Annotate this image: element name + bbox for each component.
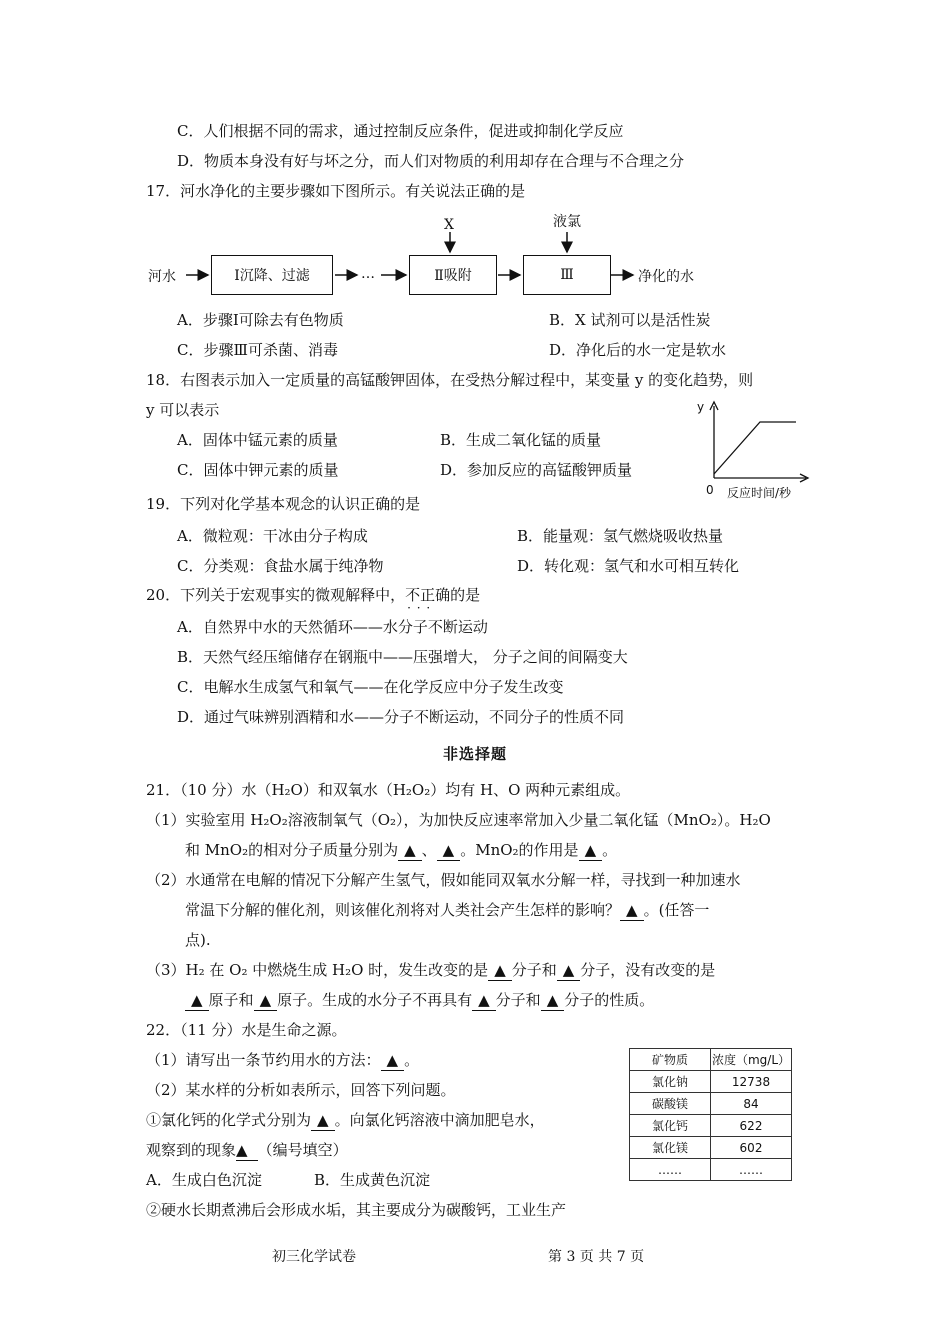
- q21-part2-line3: 点).: [185, 931, 211, 949]
- flow-ellipsis: …: [361, 266, 375, 282]
- q17-option-b: B．X 试剂可以是活性炭: [549, 311, 711, 329]
- q20-option-d: D．通过气味辨别酒精和水——分子不断运动，不同分子的性质不同: [177, 708, 625, 726]
- q22-sub2-line1: ②硬水长期煮沸后会形成水垢，其主要成分为碳酸钙，工业生产: [146, 1201, 567, 1219]
- q18-stem-line1: 18．右图表示加入一定质量的高锰酸钾固体，在受热分解过程中，某变量 y 的变化趋势，则: [146, 371, 754, 389]
- flow-step1-label: Ⅰ沉降、过滤: [234, 268, 310, 284]
- text: （编号填空）: [257, 1141, 348, 1159]
- q20-stem: [146, 585, 480, 605]
- flow-reagent-x: X: [444, 217, 454, 233]
- footer-title: 初三化学试卷: [272, 1249, 356, 1265]
- table-cell: 622: [711, 1115, 792, 1137]
- table-row: [630, 1115, 792, 1137]
- table-header-cell: 矿物质: [630, 1049, 711, 1071]
- q17-option-a: A．步骤Ⅰ可除去有色物质: [177, 311, 344, 329]
- q20-option-c: C．电解水生成氢气和氧气——在化学反应中分子发生改变: [177, 678, 564, 696]
- text: 。: [602, 841, 618, 859]
- flow-step3-label: Ⅲ: [560, 267, 574, 283]
- table-cell: 602: [711, 1137, 792, 1159]
- table-cell: 12738: [711, 1071, 792, 1093]
- table-cell: 氯化钠: [630, 1071, 711, 1093]
- text: 分子和: [495, 991, 541, 1009]
- q18-option-a: A．固体中锰元素的质量: [177, 431, 338, 449]
- q16-option-d: D．物质本身没有好与坏之分，而人们对物质的利用却存在合理与不合理之分: [177, 152, 685, 170]
- q21-part1-line2: [185, 840, 617, 861]
- table-cell: 碳酸镁: [630, 1093, 711, 1115]
- table-row: [630, 1137, 792, 1159]
- answer-blank[interactable]: ▲: [472, 990, 496, 1011]
- answer-blank[interactable]: ▲: [541, 990, 565, 1011]
- text: （3）H₂ 在 O₂ 中燃烧生成 H₂O 时，发生改变的是: [146, 961, 489, 979]
- q18-option-c: C．固体中钾元素的质量: [177, 461, 339, 479]
- text: 分子的性质。: [564, 991, 655, 1009]
- text: 原子和: [208, 991, 254, 1009]
- q19-option-a: A．微粒观：干冰由分子构成: [177, 527, 368, 545]
- q19-option-d: D．转化观：氢气和水可相互转化: [517, 557, 740, 575]
- q21-stem: 21．（10 分）水（H₂O）和双氧水（H₂O₂）均有 H、O 两种元素组成。: [146, 781, 631, 799]
- text: 。MnO₂的作用是: [460, 841, 579, 859]
- answer-blank[interactable]: ▲: [236, 1140, 258, 1161]
- table-cell: 84: [711, 1093, 792, 1115]
- q17-stem: 17．河水净化的主要步骤如下图所示。有关说法正确的是: [146, 182, 526, 200]
- q22-option-b: B．生成黄色沉淀: [314, 1171, 431, 1189]
- answer-blank[interactable]: ▲: [254, 990, 278, 1011]
- mineral-table: [629, 1048, 792, 1181]
- q22-sub1-line2: [146, 1140, 348, 1161]
- text: 。向氯化钙溶液中滴加肥皂水，: [334, 1111, 545, 1129]
- answer-blank[interactable]: ▲: [557, 960, 581, 981]
- q19-stem: 19．下列对化学基本观念的认识正确的是: [146, 495, 421, 513]
- flow-step3-box: [523, 255, 611, 295]
- table-cell: ……: [630, 1159, 711, 1181]
- q19-option-c: C．分类观：食盐水属于纯净物: [177, 557, 384, 575]
- table-header-row: [630, 1049, 792, 1071]
- text: （1）请写出一条节约用水的方法：: [146, 1051, 381, 1069]
- answer-blank[interactable]: ▲: [620, 900, 644, 921]
- text: 分子，没有改变的是: [580, 961, 716, 979]
- q22-sub1-line1: [146, 1110, 545, 1131]
- answer-blank[interactable]: ▲: [579, 840, 603, 861]
- q20-option-b: B．天然气经压缩储存在钢瓶中——压强增大， 分子之间的间隔变大: [177, 648, 628, 666]
- footer-page-number: 第 3 页 共 7 页: [548, 1249, 645, 1265]
- graph-x-label: 反应时间/秒: [727, 486, 792, 500]
- text: 。(任答一: [643, 901, 710, 919]
- q22-part2: （2）某水样的分析如表所示，回答下列问题。: [146, 1081, 456, 1099]
- q21-part3-line1: [146, 960, 715, 981]
- q18-graph-plot: [700, 398, 810, 488]
- q20-stem-emphasis: 不正确 · · ·: [405, 586, 450, 604]
- graph-y-label: y: [697, 400, 705, 414]
- flow-reagent-chlorine: 液氯: [553, 214, 581, 230]
- section-title: 非选择题: [442, 745, 507, 763]
- flow-step2-label: Ⅱ吸附: [434, 268, 472, 284]
- answer-blank[interactable]: ▲: [488, 960, 512, 981]
- q18-stem-line2: y 可以表示: [146, 401, 220, 419]
- answer-blank[interactable]: ▲: [381, 1050, 405, 1071]
- graph-origin-label: 0: [706, 483, 714, 497]
- text: 常温下分解的催化剂，则该催化剂将对人类社会产生怎样的影响？: [185, 901, 621, 919]
- q21-part3-line2: [185, 990, 654, 1011]
- q20-stem-post: 的是: [450, 586, 481, 604]
- q20-stem-pre: 20．下列关于宏观事实的微观解释中，: [146, 586, 406, 604]
- q17-option-c: C．步骤Ⅲ可杀菌、消毒: [177, 341, 338, 359]
- q18-option-d: D．参加反应的高锰酸钾质量: [440, 461, 633, 479]
- q21-part2-line2: [185, 900, 709, 921]
- q20-option-a: A．自然界中水的天然循环——水分子不断运动: [177, 618, 488, 636]
- q21-part1-line1: （1）实验室用 H₂O₂溶液制氧气（O₂），为加快反应速率常加入少量二氧化锰（MnO₂）。H₂O: [146, 811, 771, 829]
- q18-option-b: B．生成二氧化锰的质量: [440, 431, 602, 449]
- flow-step2-box: [409, 255, 497, 295]
- flow-output-label: 净化的水: [638, 269, 694, 285]
- answer-blank[interactable]: ▲: [398, 840, 422, 861]
- text: 观察到的现象: [146, 1141, 237, 1159]
- text: 、: [421, 841, 437, 859]
- q16-option-c: C．人们根据不同的需求，通过控制反应条件，促进或抑制化学反应: [177, 122, 624, 140]
- answer-blank[interactable]: ▲: [311, 1110, 335, 1131]
- q19-option-b: B．能量观：氢气燃烧吸收热量: [517, 527, 724, 545]
- flow-input-label: 河水: [148, 269, 176, 285]
- q17-option-d: D．净化后的水一定是软水: [549, 341, 727, 359]
- answer-blank[interactable]: ▲: [437, 840, 461, 861]
- graph-curve: [714, 422, 796, 474]
- text: 和 MnO₂的相对分子质量分别为: [185, 841, 399, 859]
- text: ①氯化钙的化学式分别为: [146, 1111, 312, 1129]
- text: 分子和: [511, 961, 557, 979]
- table-row: [630, 1093, 792, 1115]
- text: 原子。生成的水分子不再具有: [277, 991, 473, 1009]
- text: 。: [404, 1051, 420, 1069]
- q22-stem: 22．（11 分）水是生命之源。: [146, 1021, 347, 1039]
- flow-step1-box: [211, 255, 333, 295]
- table-header-cell: 浓度（mg/L）: [711, 1049, 792, 1071]
- q22-part1: [146, 1050, 419, 1071]
- table-cell: 氯化钙: [630, 1115, 711, 1137]
- table-row: [630, 1071, 792, 1093]
- table-cell: 氯化镁: [630, 1137, 711, 1159]
- q22-option-a: A．生成白色沉淀: [146, 1171, 262, 1189]
- table-row: [630, 1159, 792, 1181]
- answer-blank[interactable]: ▲: [185, 990, 209, 1011]
- table-cell: ……: [711, 1159, 792, 1181]
- q21-part2-line1: （2）水通常在电解的情况下分解产生氢气，假如能同双氧水分解一样，寻找到一种加速水: [146, 871, 741, 889]
